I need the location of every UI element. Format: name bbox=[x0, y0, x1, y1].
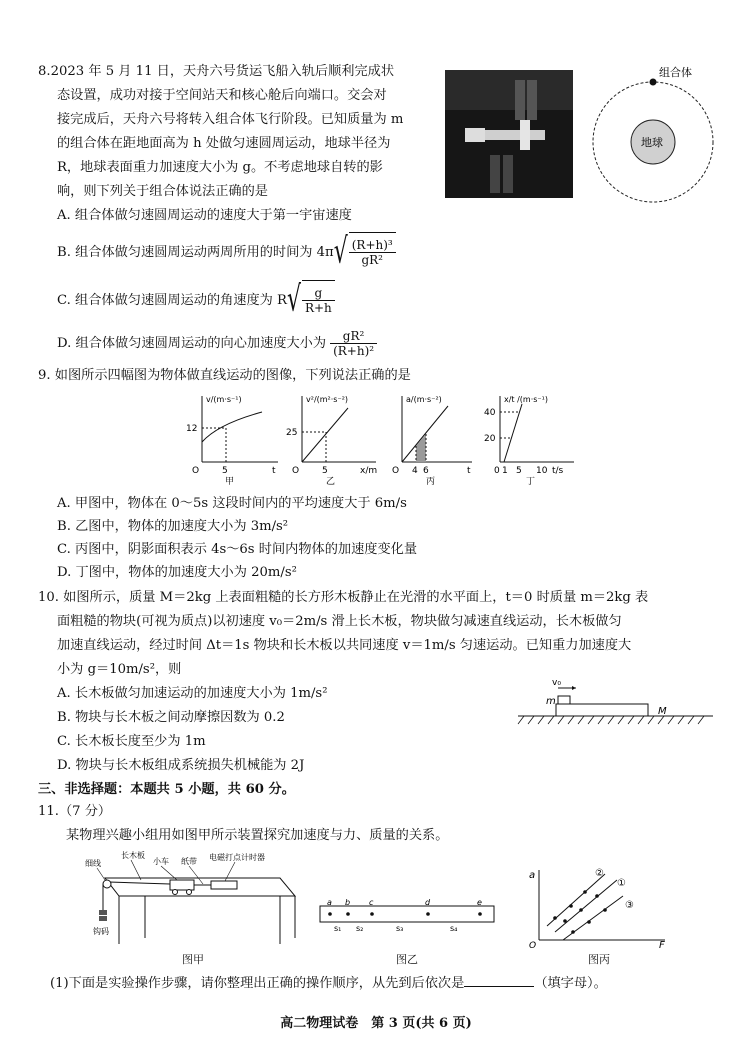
a-F-graph-yaxis: a bbox=[529, 870, 536, 881]
tape-point-b: b bbox=[345, 898, 351, 907]
graph-jia-name: 甲 bbox=[225, 477, 235, 487]
graph-bing bbox=[392, 395, 472, 487]
graph-yi-x: 5 bbox=[322, 466, 328, 476]
q8-option-b bbox=[57, 232, 396, 272]
sqrt-icon: √ bbox=[333, 231, 348, 272]
q10-option-d: D. 物块与长木板组成系统损失机械能为 2J bbox=[57, 758, 305, 773]
graph-ding-y1: 40 bbox=[484, 408, 496, 418]
label-timer: 电磁打点计时器 bbox=[209, 853, 265, 862]
graph-jia-origin: O bbox=[192, 466, 200, 476]
tape-figure bbox=[318, 898, 498, 938]
label-cart: 小车 bbox=[153, 857, 169, 866]
q8-line-4: 的组合体在距地面高为 h 处做匀速圆周运动，地球半径为 bbox=[57, 136, 391, 151]
graph-ding-xaxis: t/s bbox=[552, 466, 564, 476]
q8-line-6: 响，则下列关于组合体说法正确的是 bbox=[57, 184, 268, 199]
graph-ding-x1: 1 bbox=[502, 466, 508, 476]
mass-M-label: M bbox=[658, 706, 667, 717]
q8-line-2: 态设置，成功对接于空间站天和核心舱后向端口。交会对 bbox=[57, 88, 387, 103]
q9-option-c: C. 丙图中，阴影面积表示 4s～6s 时间内物体的加速度变化量 bbox=[57, 542, 418, 557]
graph-ding-y2: 20 bbox=[484, 434, 496, 444]
q9-option-a: A. 甲图中，物体在 0～5s 这段时间内的平均速度大于 6m/s bbox=[57, 496, 407, 511]
a-F-line-1-label: ① bbox=[617, 878, 626, 889]
answer-blank[interactable] bbox=[464, 972, 534, 987]
q8-option-c-radicand bbox=[302, 280, 335, 321]
q8-line-5: R，地球表面重力加速度大小为 g。不考虑地球自转的影 bbox=[57, 160, 383, 175]
label-board: 长木板 bbox=[121, 851, 145, 860]
section-3-heading: 三、非选择题：本题共 5 小题，共 60 分。 bbox=[38, 782, 295, 797]
q9-option-b: B. 乙图中，物体的加速度大小为 3m/s² bbox=[57, 519, 289, 534]
q11-head: 11.（7 分） bbox=[38, 804, 112, 819]
tape-point-d: d bbox=[425, 898, 431, 907]
q8-option-d-num: gR² bbox=[330, 329, 377, 344]
a-F-graph-xaxis: F bbox=[659, 940, 665, 951]
q8-option-b-text: B. 组合体做匀速圆周运动两周所用的时间为 4π bbox=[57, 245, 334, 260]
space-station-photo bbox=[445, 70, 573, 198]
tape-seg-s1: s₁ bbox=[334, 924, 342, 933]
graph-ding-name: 丁 bbox=[526, 477, 536, 487]
tape-seg-s2: s₂ bbox=[356, 924, 364, 933]
graph-yi-name: 乙 bbox=[326, 477, 336, 487]
q8-option-a: A. 组合体做匀速圆周运动的速度大于第一宇宙速度 bbox=[57, 208, 352, 223]
v0-label: v₀ bbox=[552, 678, 561, 688]
orbit-diagram bbox=[585, 62, 725, 202]
graph-ding-x2: 5 bbox=[516, 466, 522, 476]
graph-bing-x2: 6 bbox=[423, 466, 429, 476]
graph-jia-ylabel: v/(m·s⁻¹) bbox=[206, 395, 242, 404]
graph-jia bbox=[186, 395, 278, 487]
q8-option-c-den: R+h bbox=[304, 301, 332, 315]
graph-jia-xaxis: t bbox=[272, 466, 276, 476]
a-F-graph bbox=[525, 866, 675, 950]
q10-option-a: A. 长木板做匀加速运动的加速度大小为 1m/s² bbox=[57, 686, 328, 701]
label-string: 细线 bbox=[85, 859, 101, 868]
q9-graphs bbox=[186, 390, 580, 487]
q10-option-c: C. 长木板长度至少为 1m bbox=[57, 734, 206, 749]
graph-bing-name: 丙 bbox=[426, 477, 436, 487]
caption-fig-yi: 图乙 bbox=[396, 953, 418, 966]
graph-yi bbox=[286, 395, 377, 487]
q9-stem: 9. 如图所示四幅图为物体做直线运动的图像，下列说法正确的是 bbox=[38, 368, 411, 383]
q8-line-1: 8.2023 年 5 月 11 日，天舟六号货运飞船入轨后顺利完成状 bbox=[38, 64, 395, 79]
tape-point-c: c bbox=[369, 898, 374, 907]
board-block-diagram bbox=[518, 676, 718, 738]
tape-point-e: e bbox=[477, 898, 482, 907]
graph-bing-x1: 4 bbox=[412, 466, 418, 476]
q8-option-c-num: g bbox=[302, 286, 335, 301]
graph-bing-ylabel: a/(m·s⁻²) bbox=[406, 395, 442, 404]
label-weights: 钩码 bbox=[93, 927, 109, 936]
q8-option-d bbox=[57, 324, 377, 364]
apparatus-figure bbox=[85, 848, 300, 948]
graph-yi-ylabel: v²/(m²·s⁻²) bbox=[306, 395, 349, 404]
q9-option-d: D. 丁图中，物体的加速度大小为 20m/s² bbox=[57, 565, 297, 580]
graph-yi-origin: O bbox=[292, 466, 300, 476]
page-footer: 高二物理试卷 第 3 页(共 6 页) bbox=[280, 1016, 472, 1031]
mass-m-label: m bbox=[546, 696, 556, 707]
q10-line-3: 加速直线运动，经过时间 Δt＝1s 物块和长木板以共同速度 v＝1m/s 匀速运动。已知重力加速度大 bbox=[57, 638, 632, 653]
q8-option-d-den: (R+h)² bbox=[333, 344, 375, 358]
graph-bing-origin: O bbox=[392, 466, 400, 476]
graph-ding bbox=[484, 395, 574, 487]
graph-ding-x3: 10 bbox=[536, 466, 548, 476]
graph-yi-xaxis: x/m bbox=[360, 466, 378, 476]
q8-option-b-den: gR² bbox=[361, 253, 383, 267]
q11-sub1-tail: （填字母）。 bbox=[534, 976, 607, 991]
q8-option-c-text: C. 组合体做匀速圆周运动的角速度为 R bbox=[57, 293, 287, 308]
caption-fig-jia: 图甲 bbox=[182, 953, 204, 966]
a-F-line-3-label: ③ bbox=[625, 900, 634, 911]
q8-option-b-num: (R+h)³ bbox=[349, 238, 396, 253]
graph-bing-xaxis: t bbox=[467, 466, 471, 476]
graph-jia-x: 5 bbox=[222, 466, 228, 476]
graph-yi-y: 25 bbox=[286, 428, 298, 438]
q8-option-c bbox=[57, 280, 335, 320]
earth-label: 地球 bbox=[641, 136, 663, 149]
q10-line-2: 面粗糙的物块(可视为质点)以初速度 v₀＝2m/s 滑上长木板，物块做匀减速直线运动，长木板做匀 bbox=[57, 614, 622, 629]
graph-ding-ylabel: x/t /(m·s⁻¹) bbox=[504, 395, 548, 404]
orbit-label: 组合体 bbox=[659, 66, 692, 79]
q8-option-d-text: D. 组合体做匀速圆周运动的向心加速度大小为 bbox=[57, 336, 327, 351]
tape-seg-s3: s₃ bbox=[396, 924, 404, 933]
tape-point-a: a bbox=[327, 898, 332, 907]
tape-seg-s4: s₄ bbox=[450, 924, 458, 933]
q11-sub1 bbox=[50, 972, 607, 994]
q11-sub1-text: (1)下面是实验操作步骤，请你整理出正确的操作顺序，从先到后依次是 bbox=[50, 976, 465, 991]
a-F-line-2-label: ② bbox=[595, 868, 604, 879]
label-tape: 纸带 bbox=[181, 857, 197, 866]
caption-fig-bing: 图丙 bbox=[588, 953, 610, 966]
q10-line-1: 10. 如图所示，质量 M＝2kg 上表面粗糙的长方形木板静止在光滑的水平面上，t＝0 时质量 m＝2kg 表 bbox=[38, 590, 649, 605]
q10-option-b: B. 物块与长木板之间动摩擦因数为 0.2 bbox=[57, 710, 285, 725]
graph-jia-y: 12 bbox=[186, 424, 198, 434]
q11-stem: 某物理兴趣小组用如图甲所示装置探究加速度与力、质量的关系。 bbox=[66, 828, 449, 843]
sqrt-icon: √ bbox=[286, 279, 301, 320]
a-F-graph-origin: O bbox=[529, 941, 537, 951]
q8-line-3: 接完成后，天舟六号将转入组合体飞行阶段。已知质量为 m bbox=[57, 112, 404, 127]
q10-line-4: 小为 g＝10m/s²，则 bbox=[57, 662, 182, 677]
q8-option-b-radicand bbox=[349, 232, 396, 273]
graph-ding-x0: 0 bbox=[494, 466, 500, 476]
